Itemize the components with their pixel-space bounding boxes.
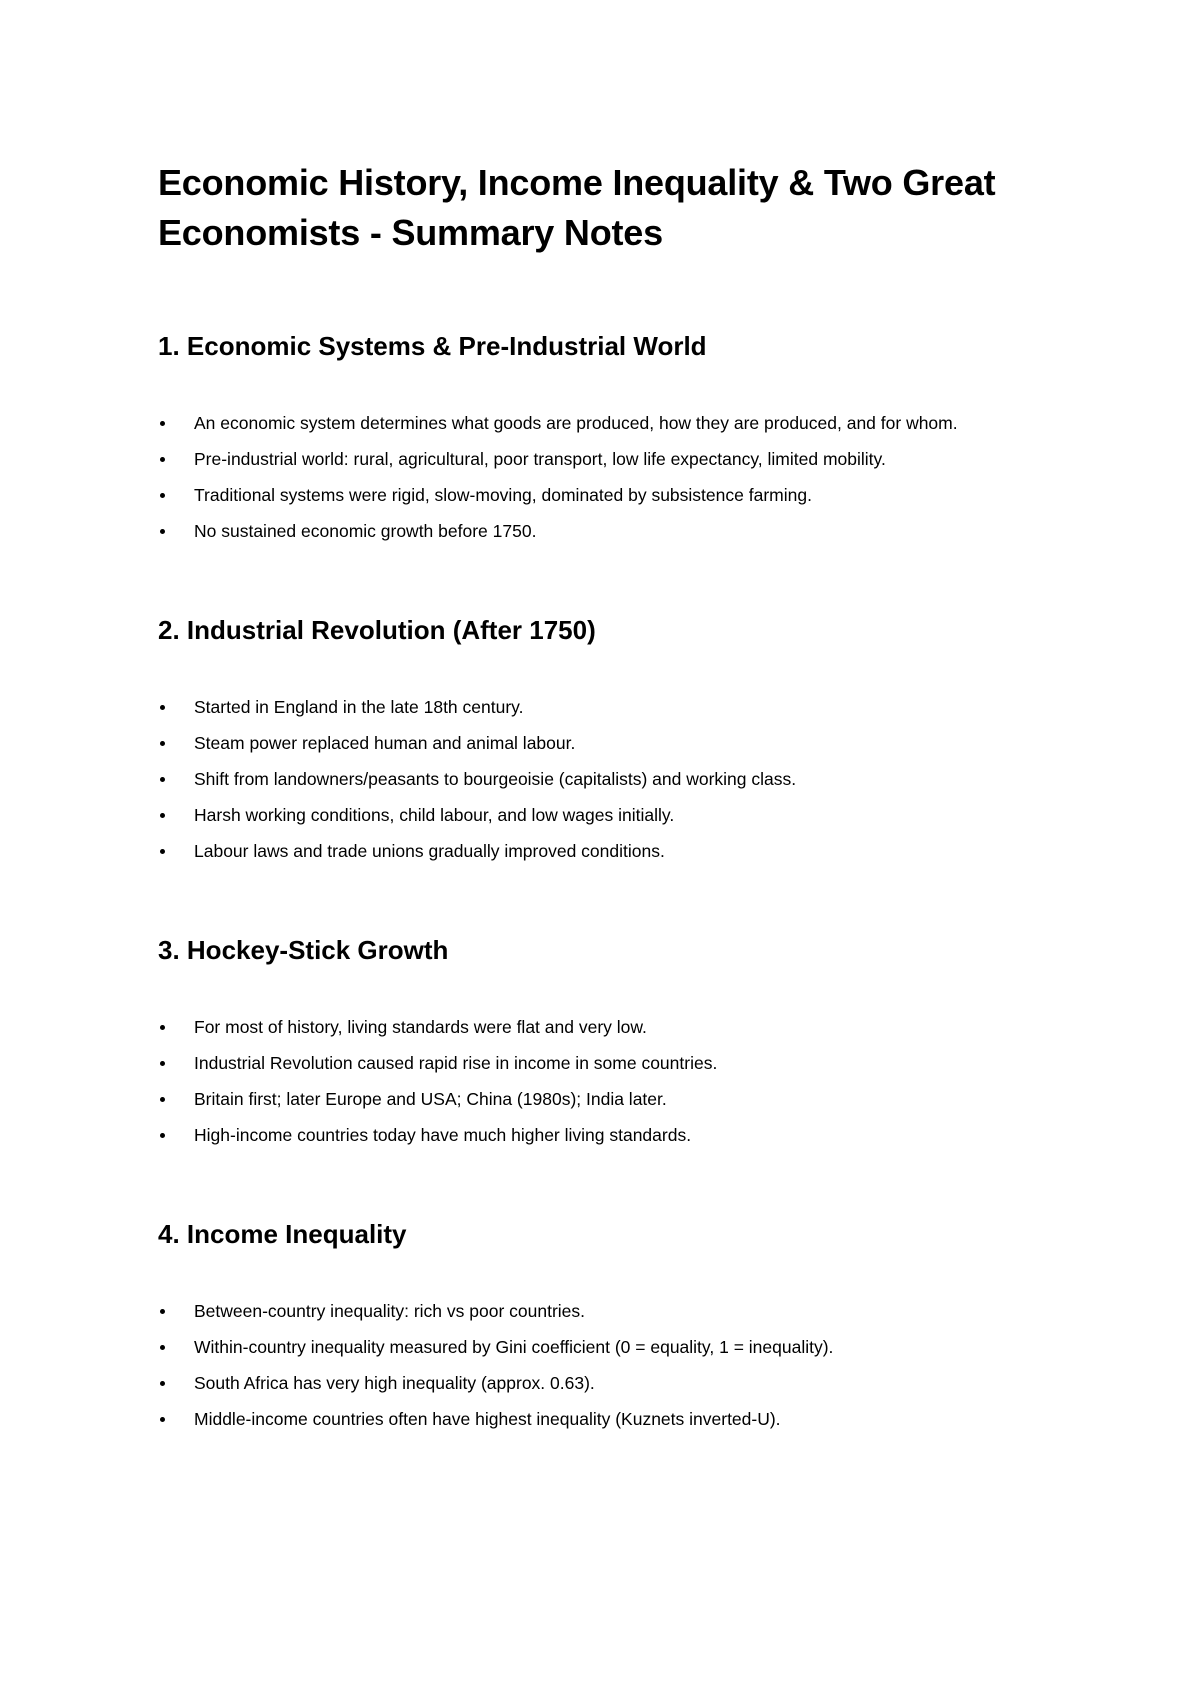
list-item <box>158 520 1038 542</box>
bullet-icon <box>160 1309 165 1314</box>
section-hockey-stick-growth <box>158 934 1038 1146</box>
list-item-text: Britain first; later Europe and USA; China (1980s); India later. <box>194 1089 667 1109</box>
section-income-inequality <box>158 1218 1038 1430</box>
list-item-text: Labour laws and trade unions gradually improved conditions. <box>194 841 665 861</box>
bullet-icon <box>160 1417 165 1422</box>
bullet-icon <box>160 705 165 710</box>
list-item <box>158 840 1038 862</box>
section-heading: 1. Economic Systems & Pre-Industrial World <box>158 331 707 361</box>
list-item <box>158 732 1038 754</box>
bullet-icon <box>160 1097 165 1102</box>
list-item <box>158 1016 1038 1038</box>
section-heading: 4. Income Inequality <box>158 1219 407 1249</box>
bullet-icon <box>160 813 165 818</box>
list-item-text: South Africa has very high inequality (approx. 0.63). <box>194 1373 595 1393</box>
list-item-text: An economic system determines what goods are produced, how they are produced, and for whom. <box>194 413 958 433</box>
list-item-text: Started in England in the late 18th century. <box>194 697 524 717</box>
bullet-icon <box>160 457 165 462</box>
list-item-text: Middle-income countries often have highest inequality (Kuznets inverted-U). <box>194 1409 781 1429</box>
bullet-list <box>158 412 1038 542</box>
section-industrial-revolution <box>158 614 1038 862</box>
section-heading: 2. Industrial Revolution (After 1750) <box>158 615 596 645</box>
list-item-text: Traditional systems were rigid, slow-moving, dominated by subsistence farming. <box>194 485 812 505</box>
bullet-list <box>158 1016 1038 1146</box>
bullet-icon <box>160 1025 165 1030</box>
bullet-list <box>158 696 1038 862</box>
list-item <box>158 768 1038 790</box>
bullet-icon <box>160 777 165 782</box>
list-item-text: Pre-industrial world: rural, agricultural, poor transport, low life expectancy, limited mobility. <box>194 449 886 469</box>
list-item-text: Between-country inequality: rich vs poor countries. <box>194 1301 586 1321</box>
bullet-icon <box>160 421 165 426</box>
bullet-icon <box>160 849 165 854</box>
bullet-icon <box>160 1381 165 1386</box>
list-item <box>158 412 1038 434</box>
list-item-text: Shift from landowners/peasants to bourgeoisie (capitalists) and working class. <box>194 769 797 789</box>
list-item <box>158 1372 1038 1394</box>
section-heading: 3. Hockey-Stick Growth <box>158 935 449 965</box>
bullet-icon <box>160 1133 165 1138</box>
list-item-text: Industrial Revolution caused rapid rise in income in some countries. <box>194 1053 718 1073</box>
bullet-icon <box>160 1061 165 1066</box>
bullet-list <box>158 1300 1038 1430</box>
list-item-text: No sustained economic growth before 1750. <box>194 521 537 541</box>
list-item <box>158 696 1038 718</box>
bullet-icon <box>160 741 165 746</box>
list-item-text: High-income countries today have much higher living standards. <box>194 1125 692 1145</box>
bullet-icon <box>160 529 165 534</box>
list-item <box>158 1300 1038 1322</box>
document-title: Economic History, Income Inequality & Two Great Economists - Summary Notes <box>158 162 996 253</box>
list-item <box>158 804 1038 826</box>
list-item-text: Within-country inequality measured by Gini coefficient (0 = equality, 1 = inequality). <box>194 1337 834 1357</box>
list-item <box>158 448 1038 470</box>
list-item-text: Harsh working conditions, child labour, and low wages initially. <box>194 805 675 825</box>
list-item <box>158 484 1038 506</box>
list-item <box>158 1408 1038 1430</box>
list-item <box>158 1052 1038 1074</box>
bullet-icon <box>160 493 165 498</box>
list-item-text: Steam power replaced human and animal labour. <box>194 733 576 753</box>
section-economic-systems <box>158 330 1038 542</box>
document-page <box>158 158 1038 1444</box>
list-item <box>158 1088 1038 1110</box>
bullet-icon <box>160 1345 165 1350</box>
list-item <box>158 1336 1038 1358</box>
list-item <box>158 1124 1038 1146</box>
list-item-text: For most of history, living standards were flat and very low. <box>194 1017 647 1037</box>
